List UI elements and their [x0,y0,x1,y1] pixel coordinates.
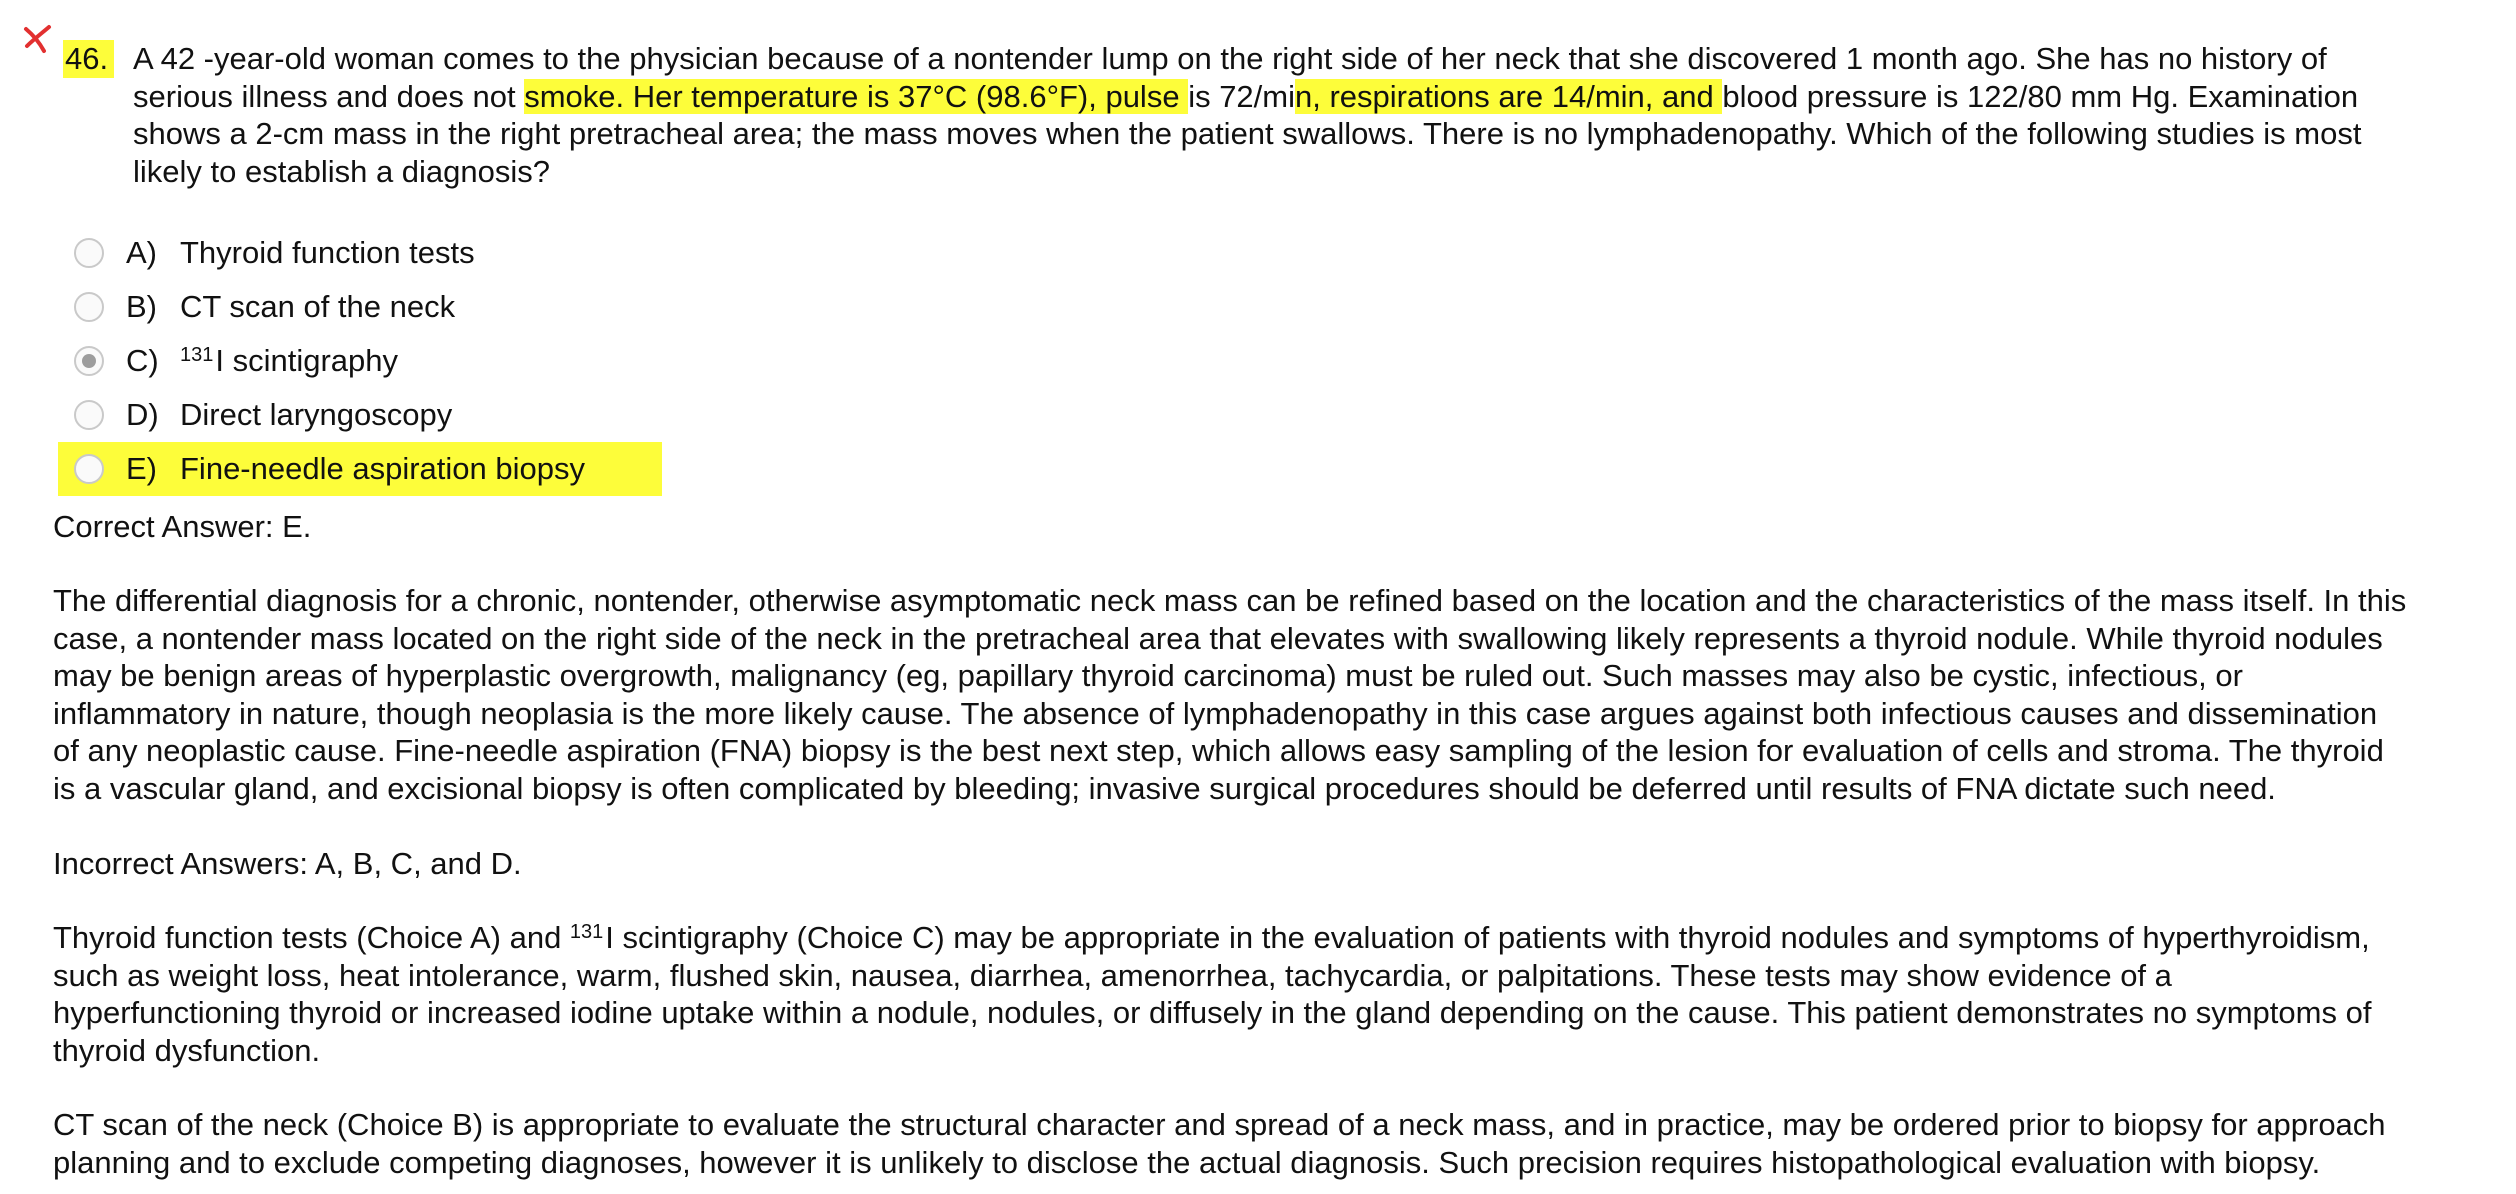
text-segment: I scintigraphy (Choice C) may be appropriate in the evaluation of patients with thyroid nodules and symptoms of hyperthyroidism, [605,920,2370,955]
explanation-line: may be benign areas of hyperplastic overgrowth, malignancy (eg, papillary thyroid carcinoma) must be ruled out. Such masses may also be cystic, infectious, or [53,658,2243,693]
explanation-line: is a vascular gland, and excisional biopsy is often complicated by bleeding; invasive surgical procedures should be deferred until results of FNA dictate such need. [53,770,2276,806]
radio-button[interactable] [74,400,104,430]
stem-text: shows a 2-cm mass in the right pretracheal area; the mass moves when the patient swallows. There is no lymphadenopathy. Which of the following studies is most [133,116,2362,151]
incorrect-answers-heading: Incorrect Answers: A, B, C, and D. [53,846,522,881]
correct-answer: Correct Answer: E. [53,509,312,544]
stem-line [133,153,2483,191]
option-text [180,288,455,326]
explanation-line: inflammatory in nature, though neoplasia is the more likely cause. The absence of lymphadenopathy in this case argues against both infectious causes and dissemination [53,695,2378,731]
radio-button[interactable] [74,292,104,322]
incorrect-x-icon [22,24,52,54]
highlighted-text: n, respirations are 14/min, and [1295,78,1723,114]
stem-line [133,40,2483,78]
stem-line [133,78,2483,116]
option-label: Thyroid function tests [180,235,475,271]
radio-button[interactable] [74,346,104,376]
option-text [180,396,452,434]
text-segment: thyroid dysfunction. [53,1032,321,1068]
text-segment: Thyroid function tests (Choice A) and [53,920,570,955]
stem-text: is 72/mi [1188,78,1295,114]
option-label: I scintigraphy [215,343,399,379]
radio-button[interactable] [74,238,104,268]
explanation-line [53,919,2493,957]
incorrect-explanation-b [53,1106,2493,1181]
explanation-line: The differential diagnosis for a chronic, nontender, otherwise asymptomatic neck mass can be refined based on the location and the characteristics of the mass itself. In this [53,583,2407,618]
text-segment: hyperfunctioning thyroid or increased iodine uptake within a nodule, nodules, or diffusely in the gland depending on the cause. This patient demonstrates no symptoms of [53,995,2372,1030]
stem-line [133,115,2483,153]
option-text [180,450,585,488]
explanation-line [53,957,2493,995]
option-letter: B) [126,289,157,325]
stem-text: likely to establish a diagnosis? [133,153,551,189]
explanation-line: planning and to exclude competing diagnoses, however it is unlikely to disclose the actual diagnosis. Such precision requires histopathological evaluation with biopsy. [53,1144,2321,1180]
question-stem [133,40,2483,190]
option-letter: A) [126,235,157,271]
option-letter: C) [126,343,159,379]
option-label: Direct laryngoscopy [180,397,453,433]
question-number: 46. [63,40,114,78]
answer-option-a[interactable] [58,226,678,280]
answer-option-b[interactable] [58,280,678,334]
highlighted-text: smoke. Her temperature is 37°C (98.6°F), pulse [524,78,1189,114]
answer-options [58,226,678,496]
stem-text: blood pressure is 122/80 mm Hg. Examination [1722,78,2359,114]
option-letter: D) [126,397,159,433]
explanation-line: of any neoplastic cause. Fine-needle aspiration (FNA) biopsy is the best next step, which allows easy sampling of the lesion for evaluation of cells and stroma. The thyroid [53,733,2384,768]
text-segment: such as weight loss, heat intolerance, warm, flushed skin, nausea, diarrhea, amenorrhea, tachycardia, or palpitations. These tests may show evidence of a [53,957,2172,993]
explanation-line [53,994,2493,1032]
isotope-superscript: 131 [180,344,214,367]
explanation-line: CT scan of the neck (Choice B) is appropriate to evaluate the structural character and spread of a neck mass, and in practice, may be ordered prior to biopsy for approach [53,1107,2386,1142]
option-text [180,342,398,380]
isotope-superscript: 131 [569,921,604,943]
incorrect-explanation-a-c [53,919,2493,1069]
option-letter: E) [126,451,157,487]
answer-option-c[interactable] [58,334,678,388]
answer-option-e[interactable] [58,442,662,496]
stem-text: serious illness and does not [133,78,525,114]
explanation-line [53,1032,2493,1070]
option-text [180,234,475,272]
option-label: CT scan of the neck [180,289,456,325]
answer-option-d[interactable] [58,388,678,442]
explanation-line: case, a nontender mass located on the right side of the neck in the pretracheal area that elevates with swallowing likely represents a thyroid nodule. While thyroid nodules [53,620,2383,656]
option-label: Fine-needle aspiration biopsy [180,451,585,487]
stem-text: A 42 -year-old woman comes to the physician because of a nontender lump on the right side of her neck that she discovered 1 month ago. She has no history of [133,41,2327,76]
radio-button[interactable] [74,454,104,484]
explanation-paragraph [53,582,2493,807]
